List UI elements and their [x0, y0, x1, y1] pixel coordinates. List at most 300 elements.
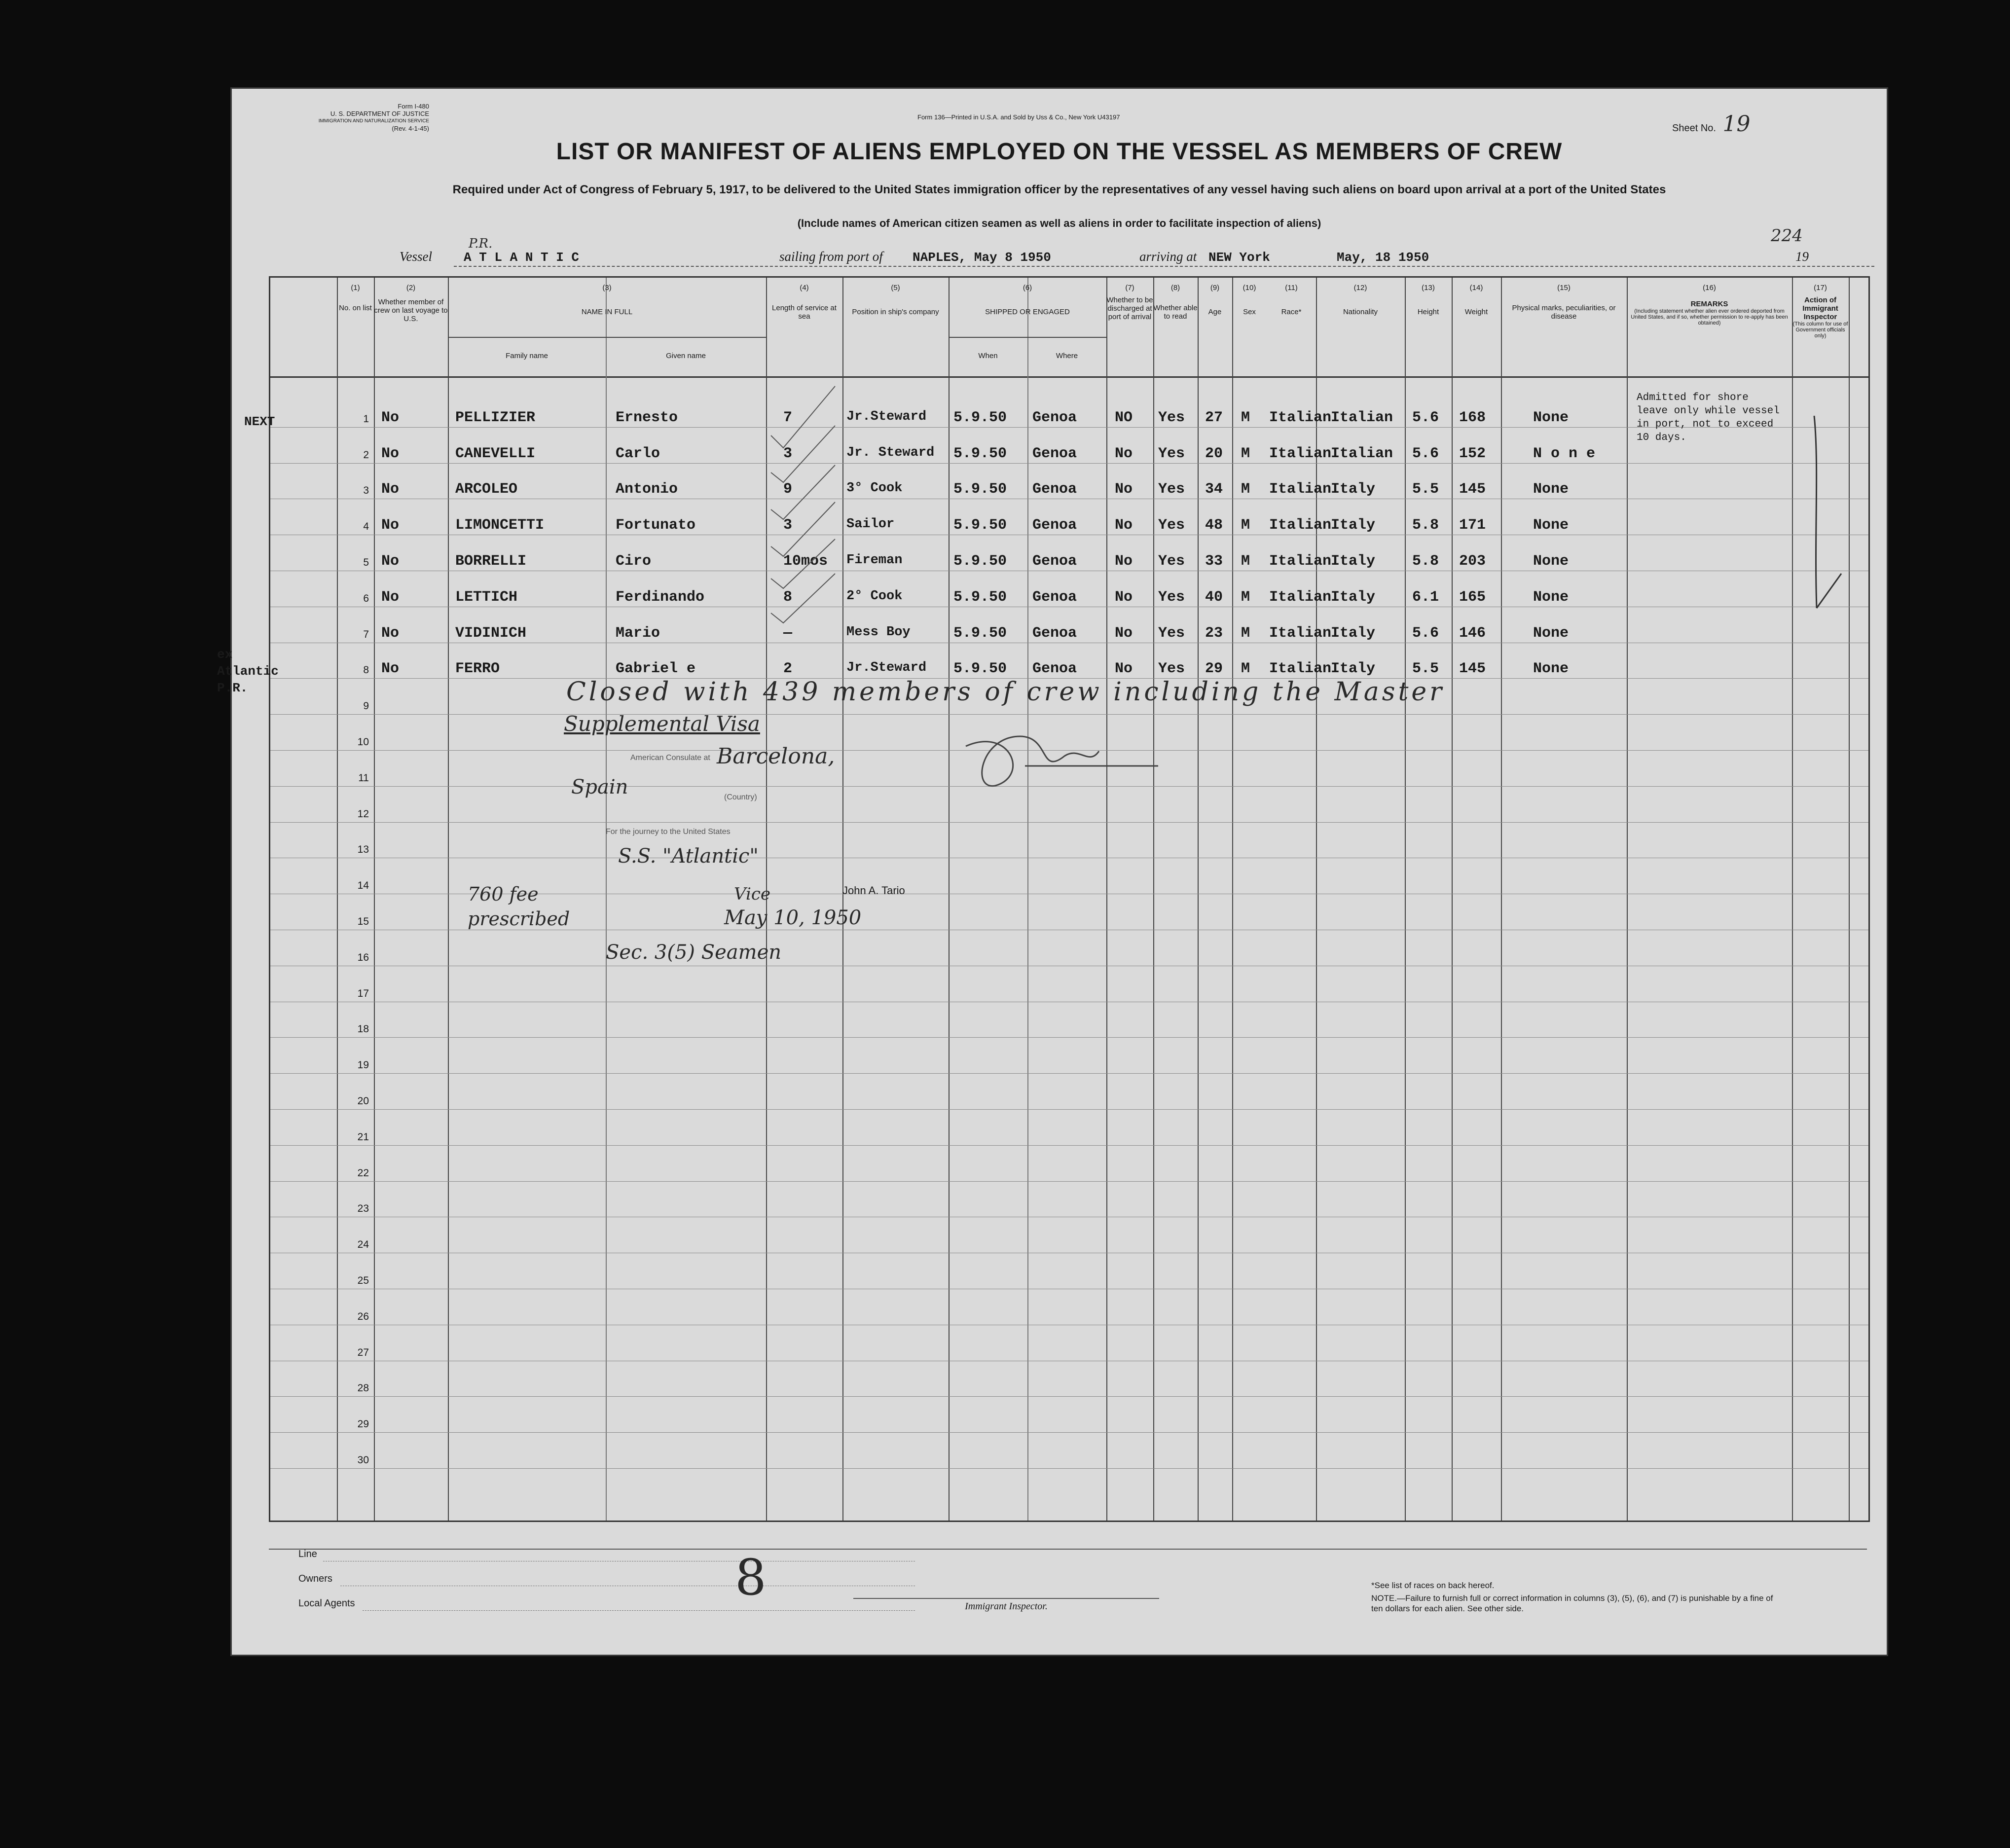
- header-col-8: [1153, 284, 1198, 321]
- crew-given-name: Mario: [616, 624, 660, 642]
- row-number: 27: [357, 1346, 369, 1358]
- crew-sex: M: [1241, 624, 1250, 642]
- col-rule: [448, 278, 449, 1521]
- margin-note-row1: NEXT: [244, 414, 275, 429]
- crew-weight: 145: [1459, 660, 1486, 678]
- header-family-name: Family name: [506, 352, 548, 360]
- col-rule: [374, 278, 375, 1521]
- crew-age: 27: [1205, 409, 1223, 426]
- journey-label: For the journey to the United States: [606, 828, 731, 836]
- row-number: 25: [357, 1275, 369, 1286]
- crew-family-name: LIMONCETTI: [455, 517, 545, 534]
- row-number: 28: [357, 1382, 369, 1394]
- header-given-name: Given name: [666, 352, 706, 360]
- crew-discharged: No: [1115, 624, 1133, 642]
- crew-weight: 152: [1459, 445, 1486, 462]
- footer-hand-number: 8: [735, 1549, 767, 1606]
- sheet-number: 19: [1722, 111, 1751, 137]
- crew-sex: M: [1241, 481, 1250, 498]
- crew-last-voyage: No: [381, 517, 400, 534]
- crew-nationality: Italy: [1331, 481, 1376, 498]
- inspector-rule: [853, 1598, 1159, 1599]
- crew-position: Fireman: [846, 553, 903, 568]
- crew-position: Sailor: [846, 517, 895, 532]
- stamp-number: 224: [1771, 226, 1803, 246]
- row-rule: [270, 463, 1868, 464]
- col-label: SHIPPED OR ENGAGED: [985, 308, 1070, 316]
- crew-age: 33: [1205, 553, 1223, 570]
- crew-family-name: PELLIZIER: [455, 409, 536, 426]
- crew-able-to-read: Yes: [1158, 409, 1185, 426]
- crew-service-length: 7: [783, 409, 793, 426]
- header-rule: [270, 376, 1868, 378]
- crew-family-name: LETTICH: [455, 588, 518, 606]
- header-when: When: [978, 352, 998, 360]
- crew-given-name: Carlo: [616, 445, 660, 462]
- crew-last-voyage: No: [381, 445, 400, 462]
- crew-service-length: 3: [783, 517, 793, 534]
- footer-agents-label: Local Agents: [298, 1598, 355, 1609]
- col-num: (3): [602, 284, 612, 292]
- form-title: LIST OR MANIFEST OF ALIENS EMPLOYED ON THE VESSEL AS MEMBERS OF CREW: [556, 139, 1563, 165]
- crew-shipped-when: 5.9.50: [953, 409, 1007, 426]
- col-label: NAME IN FULL: [581, 308, 633, 316]
- form-subtitle: Required under Act of Congress of February 5, 1917, to be delivered to the United States immigration officer by the representatives of any vessel having such aliens on board upon arrival at a port of the United States: [452, 183, 1666, 196]
- crew-shipped-where: Genoa: [1032, 481, 1077, 498]
- row-rule: [270, 1432, 1868, 1433]
- col-rule: [1153, 278, 1154, 1521]
- crew-given-name: Ferdinando: [616, 588, 705, 606]
- col-rule: [1452, 278, 1453, 1521]
- fee-annotation: 760 fee prescribed: [468, 883, 570, 930]
- city-annotation: Barcelona,: [717, 744, 835, 769]
- crew-height: 5.6: [1412, 409, 1439, 426]
- row-number: 7: [363, 628, 369, 640]
- crew-able-to-read: Yes: [1158, 553, 1185, 570]
- inspector-signature: [951, 707, 1163, 805]
- header-col-3: [448, 284, 766, 316]
- crew-physical-marks: None: [1533, 624, 1569, 642]
- row-number: 24: [357, 1239, 369, 1251]
- crew-discharged: No: [1115, 553, 1133, 570]
- row-number: 13: [357, 844, 369, 856]
- col-num: (6): [1023, 284, 1032, 292]
- crew-sex: M: [1241, 409, 1250, 426]
- form-subtitle-2: (Include names of American citizen seamen as well as aliens in order to facilitate inspection of aliens): [797, 217, 1321, 229]
- crew-race: Italian: [1269, 517, 1332, 534]
- header-col-10: [1232, 284, 1267, 316]
- vessel-label: Vessel: [400, 249, 432, 264]
- col-num: (2): [406, 284, 416, 292]
- inspector-label: Immigrant Inspector.: [965, 1601, 1048, 1612]
- crew-discharged: No: [1115, 481, 1133, 498]
- crew-shipped-when: 5.9.50: [953, 517, 1007, 534]
- crew-family-name: VIDINICH: [455, 624, 527, 642]
- crew-shipped-where: Genoa: [1032, 409, 1077, 426]
- crew-race: Italian: [1269, 409, 1332, 426]
- col-num: (9): [1210, 284, 1220, 292]
- crew-age: 20: [1205, 445, 1223, 462]
- header-col-13: [1405, 284, 1452, 316]
- col-rule: [1627, 278, 1628, 1521]
- col-label: Nationality: [1343, 308, 1378, 316]
- row-number: 6: [363, 592, 369, 604]
- crew-shipped-where: Genoa: [1032, 445, 1077, 462]
- crew-able-to-read: Yes: [1158, 517, 1185, 534]
- col-label: Weight: [1464, 308, 1488, 316]
- col-num: (5): [891, 284, 900, 292]
- crew-able-to-read: Yes: [1158, 481, 1185, 498]
- col-num: (14): [1469, 284, 1483, 292]
- crew-able-to-read: Yes: [1158, 588, 1185, 606]
- crew-position: Mess Boy: [846, 624, 911, 640]
- crew-weight: 165: [1459, 588, 1486, 606]
- crew-last-voyage: No: [381, 624, 400, 642]
- shipped-subrule: [949, 337, 1106, 338]
- crew-race: Italian: [1269, 588, 1332, 606]
- crew-sex: M: [1241, 445, 1250, 462]
- footer-owners-label: Owners: [298, 1573, 332, 1584]
- row-rule: [270, 1181, 1868, 1182]
- vessel-name: A T L A N T I C: [464, 250, 580, 265]
- col-num: (7): [1125, 284, 1134, 292]
- col-rule: [1501, 278, 1502, 1521]
- crew-family-name: FERRO: [455, 660, 500, 678]
- crew-height: 6.1: [1412, 588, 1439, 606]
- crew-able-to-read: Yes: [1158, 660, 1185, 678]
- col-num: (17): [1814, 284, 1827, 292]
- header-col-14: [1452, 284, 1501, 316]
- crew-weight: 203: [1459, 553, 1486, 570]
- crew-shipped-when: 5.9.50: [953, 624, 1007, 642]
- col-label: Height: [1417, 308, 1439, 316]
- crew-service-length: 2: [783, 660, 793, 678]
- crew-position: 2° Cook: [846, 588, 903, 604]
- header-col-1: [337, 284, 374, 312]
- crew-able-to-read: Yes: [1158, 624, 1185, 642]
- crew-position: Jr. Steward: [846, 445, 935, 460]
- manifest-table: [269, 276, 1870, 1522]
- crew-age: 23: [1205, 624, 1223, 642]
- col-note: (This column for use of Government officials only): [1792, 321, 1848, 339]
- row-rule: [270, 427, 1868, 428]
- col-label: Physical marks, peculiarities, or disease: [1512, 304, 1616, 321]
- row-number: 17: [357, 987, 369, 999]
- col-num: (15): [1557, 284, 1571, 292]
- row-number: 5: [363, 557, 369, 568]
- crew-physical-marks: None: [1533, 588, 1569, 606]
- crew-nationality: Italy: [1331, 588, 1376, 606]
- section-annotation: Sec. 3(5) Seamen: [606, 941, 782, 964]
- footer-note-1: *See list of races on back hereof.: [1371, 1581, 1495, 1590]
- header-col-15: [1501, 284, 1627, 321]
- col-rule: [842, 278, 843, 1521]
- row-number: 9: [363, 700, 369, 712]
- row-rule: [270, 1073, 1868, 1074]
- row-number: 18: [357, 1023, 369, 1035]
- row-rule: [270, 822, 1868, 823]
- margin-note-row8: ex Atlantic P.R.: [217, 647, 279, 695]
- header-where: Where: [1056, 352, 1078, 360]
- row-number: 29: [357, 1418, 369, 1430]
- col-label: Race*: [1281, 308, 1302, 316]
- date-annotation: May 10, 1950: [724, 906, 862, 929]
- crew-weight: 146: [1459, 624, 1486, 642]
- closed-annotation: Closed with 439 members of crew including the Master: [566, 677, 1445, 707]
- col-rule: [1106, 278, 1107, 1521]
- crew-shipped-when: 5.9.50: [953, 588, 1007, 606]
- col-label: Whether member of crew on last voyage to U.S.: [374, 298, 448, 323]
- col-note: (Including statement whether alien ever ordered deported from United States, and if so, whether permission to re-apply has been obtained): [1631, 308, 1788, 326]
- crew-physical-marks: None: [1533, 553, 1569, 570]
- crew-sex: M: [1241, 588, 1250, 606]
- crew-age: 34: [1205, 481, 1223, 498]
- title-annotation: Vice: [734, 884, 770, 904]
- crew-given-name: Gabriel e: [616, 660, 696, 678]
- row-number: 1: [363, 413, 369, 425]
- arriving-label: arriving at: [1139, 249, 1197, 264]
- crew-weight: 171: [1459, 517, 1486, 534]
- header-col-7: [1106, 284, 1153, 321]
- department: U. S. DEPARTMENT OF JUSTICE: [330, 110, 429, 117]
- row-number: 26: [357, 1310, 369, 1322]
- crew-service-length: 3: [783, 445, 793, 462]
- row-number: 10: [357, 736, 369, 748]
- col-label: Length of service at sea: [772, 304, 837, 321]
- row-number: 4: [363, 521, 369, 533]
- col-label: Action of Immigrant Inspector: [1802, 296, 1838, 321]
- header-col-11: [1267, 284, 1316, 316]
- crew-shipped-where: Genoa: [1032, 588, 1077, 606]
- crew-physical-marks: None: [1533, 409, 1569, 426]
- crew-last-voyage: No: [381, 553, 400, 570]
- col-rule: [606, 278, 607, 1521]
- row-number: 3: [363, 485, 369, 497]
- row-number: 22: [357, 1167, 369, 1179]
- row-number: 11: [358, 772, 369, 784]
- country-label: (Country): [724, 793, 757, 801]
- sailing-label: sailing from port of: [779, 249, 883, 264]
- crew-age: 40: [1205, 588, 1223, 606]
- col-rule: [1405, 278, 1406, 1521]
- header-col-5: [842, 284, 949, 316]
- col-rule: [1792, 278, 1793, 1521]
- col-num: (13): [1422, 284, 1435, 292]
- crew-physical-marks: None: [1533, 481, 1569, 498]
- col-rule: [1232, 278, 1233, 1521]
- row-rule: [270, 1037, 1868, 1038]
- header-col-9: [1198, 284, 1232, 316]
- crew-shipped-where: Genoa: [1032, 660, 1077, 678]
- col-num: (16): [1703, 284, 1716, 292]
- row-rule: [270, 1109, 1868, 1110]
- crew-family-name: ARCOLEO: [455, 481, 518, 498]
- row-number: 16: [357, 951, 369, 963]
- col-label: REMARKS: [1690, 300, 1728, 308]
- header-col-2: [374, 284, 448, 323]
- crew-shipped-where: Genoa: [1032, 624, 1077, 642]
- crew-given-name: Ernesto: [616, 409, 678, 426]
- crew-last-voyage: No: [381, 409, 400, 426]
- crew-position: Jr.Steward: [846, 660, 927, 676]
- crew-sex: M: [1241, 517, 1250, 534]
- crew-last-voyage: No: [381, 588, 400, 606]
- crew-race: Italian: [1269, 481, 1332, 498]
- crew-position: Jr.Steward: [846, 409, 927, 424]
- crew-height: 5.8: [1412, 553, 1439, 570]
- crew-race: Italian: [1269, 445, 1332, 462]
- col-label: Age: [1208, 308, 1222, 316]
- crew-given-name: Ciro: [616, 553, 652, 570]
- row-rule: [270, 1145, 1868, 1146]
- crew-given-name: Fortunato: [616, 517, 696, 534]
- row-number: 21: [357, 1131, 369, 1143]
- arriving-port: NEW York: [1208, 250, 1270, 265]
- crew-family-name: BORRELLI: [455, 553, 527, 570]
- crew-shipped-when: 5.9.50: [953, 445, 1007, 462]
- check-marks: [766, 381, 842, 667]
- row-number: 20: [357, 1095, 369, 1107]
- manifest-sheet: [217, 89, 1887, 1655]
- crew-position: 3° Cook: [846, 481, 903, 496]
- col-label: Sex: [1243, 308, 1256, 316]
- action-bracket: [1799, 406, 1849, 618]
- crew-height: 5.8: [1412, 517, 1439, 534]
- crew-weight: 145: [1459, 481, 1486, 498]
- crew-discharged: No: [1115, 445, 1133, 462]
- footer-agents-rule: [363, 1610, 915, 1611]
- header-col-16: [1627, 284, 1792, 326]
- col-num: (8): [1170, 284, 1180, 292]
- row-number: 12: [357, 808, 369, 820]
- row-rule: [270, 1468, 1868, 1469]
- service: IMMIGRATION AND NATURALIZATION SERVICE: [318, 118, 429, 124]
- crew-discharged: No: [1115, 660, 1133, 678]
- col-num: (10): [1243, 284, 1256, 292]
- vessel-note: P.R.: [469, 236, 493, 251]
- col-num: (12): [1353, 284, 1367, 292]
- crew-shipped-when: 5.9.50: [953, 660, 1007, 678]
- crew-service-length: 9: [783, 481, 793, 498]
- crew-nationality: Italy: [1331, 660, 1376, 678]
- crew-age: 29: [1205, 660, 1223, 678]
- sailing-port: NAPLES, May 8 1950: [913, 250, 1051, 265]
- vessel-underline: [454, 266, 1874, 267]
- col-num: (1): [351, 284, 360, 292]
- col-label: Whether to be discharged at port of arrival: [1106, 296, 1153, 321]
- crew-race: Italian: [1269, 660, 1332, 678]
- col-rule: [337, 278, 338, 1521]
- crew-physical-marks: None: [1533, 517, 1569, 534]
- row-number: 15: [357, 916, 369, 927]
- header-col-4: [766, 284, 842, 321]
- col-label: Whether able to read: [1153, 304, 1198, 321]
- row-number: 19: [357, 1059, 369, 1071]
- sheet-label: Sheet No.: [1672, 123, 1716, 134]
- crew-discharged: NO: [1115, 409, 1133, 426]
- remarks-row-1: Admitted for shore leave only while vessel in port, not to exceed 10 days.: [1637, 392, 1780, 443]
- crew-service-length: 10mos: [783, 553, 828, 570]
- crew-shipped-where: Genoa: [1032, 517, 1077, 534]
- col-rule: [1027, 278, 1028, 1521]
- header-col-17: [1792, 284, 1849, 339]
- crew-family-name: CANEVELLI: [455, 445, 536, 462]
- col-label: Position in ship's company: [852, 308, 939, 316]
- crew-shipped-when: 5.9.50: [953, 481, 1007, 498]
- year-label: 19: [1795, 249, 1809, 264]
- crew-race: Italian: [1269, 553, 1332, 570]
- col-rule: [1198, 278, 1199, 1521]
- row-number: 8: [363, 664, 369, 676]
- form-id-block: [301, 103, 429, 132]
- ship-annotation: S.S. "Atlantic": [618, 845, 759, 868]
- col-rule: [1316, 278, 1317, 1521]
- signature-typed: John A. Tario: [842, 884, 905, 897]
- crew-height: 5.6: [1412, 624, 1439, 642]
- crew-nationality: Italy: [1331, 624, 1376, 642]
- crew-age: 48: [1205, 517, 1223, 534]
- row-number: 23: [357, 1203, 369, 1215]
- crew-able-to-read: Yes: [1158, 445, 1185, 462]
- crew-nationality: Italy: [1331, 517, 1376, 534]
- visa-annotation: Supplemental Visa: [564, 712, 760, 736]
- row-number: 30: [357, 1454, 369, 1466]
- crew-height: 5.5: [1412, 660, 1439, 678]
- footer-rule: [269, 1549, 1867, 1550]
- form-number: Form I-480: [398, 103, 429, 110]
- consulate-label: American Consulate at: [630, 754, 710, 762]
- crew-given-name: Antonio: [616, 481, 678, 498]
- crew-nationality: Italy: [1331, 553, 1376, 570]
- arriving-date: May, 18 1950: [1337, 250, 1429, 265]
- crew-weight: 168: [1459, 409, 1486, 426]
- crew-discharged: No: [1115, 588, 1133, 606]
- col-label: No. on list: [339, 304, 372, 312]
- crew-last-voyage: No: [381, 660, 400, 678]
- sheet-number-label: [1672, 111, 1751, 137]
- crew-sex: M: [1241, 553, 1250, 570]
- col-num: (11): [1285, 284, 1298, 292]
- crew-sex: M: [1241, 660, 1250, 678]
- header-col-12: [1316, 284, 1405, 316]
- crew-height: 5.6: [1412, 445, 1439, 462]
- crew-shipped-when: 5.9.50: [953, 553, 1007, 570]
- crew-race: Italian: [1269, 624, 1332, 642]
- crew-last-voyage: No: [381, 481, 400, 498]
- crew-discharged: No: [1115, 517, 1133, 534]
- name-subrule: [448, 337, 766, 338]
- footer-note-2: NOTE.—Failure to furnish full or correct information in columns (3), (5), (6), and (7) is punishable by a fine of ten dollars for each alien. See other side.: [1371, 1594, 1773, 1613]
- crew-height: 5.5: [1412, 481, 1439, 498]
- row-number: 2: [363, 449, 369, 461]
- crew-nationality: Italian: [1331, 445, 1393, 462]
- printer-line: Form 136—Printed in U.S.A. and Sold by Uss & Co., New York U43197: [917, 113, 1120, 121]
- revision: (Rev. 4-1-45): [392, 125, 429, 132]
- crew-nationality: Italian: [1331, 409, 1393, 426]
- header-col-6: [949, 284, 1106, 316]
- col-rule: [1849, 278, 1850, 1521]
- country-annotation: Spain: [571, 776, 628, 798]
- crew-physical-marks: N o n e: [1533, 445, 1596, 462]
- crew-service-length: 8: [783, 588, 793, 606]
- crew-physical-marks: None: [1533, 660, 1569, 678]
- row-rule: [270, 1396, 1868, 1397]
- crew-service-length: —: [783, 624, 793, 642]
- row-number: 14: [357, 880, 369, 892]
- footer-line-label: Line: [298, 1549, 317, 1559]
- crew-shipped-where: Genoa: [1032, 553, 1077, 570]
- col-num: (4): [800, 284, 809, 292]
